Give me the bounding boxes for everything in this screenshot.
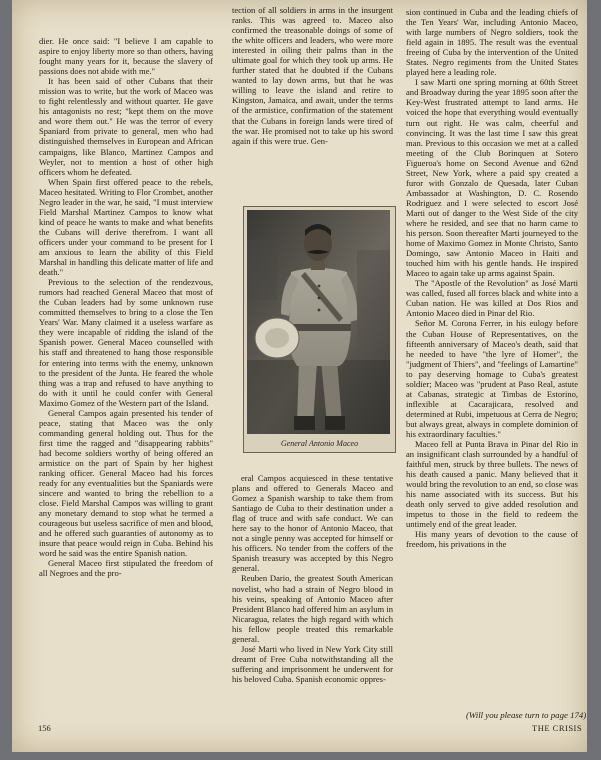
paragraph: Maceo fell at Punta Brava in Pinar del Rio in an insignificant clash surrounded by a handful of faithful men, struck by three bullets. The news of his death caused a panic. Many believed that it would bring the revolution to an end, so close was his name associated with its success. But his death only served to give added resolution and impetus to those in the field to redeem the untimely end of the great leader. — [406, 439, 578, 530]
photo-caption: General Antonio Maceo — [280, 439, 359, 448]
paragraph: His many years of devotion to the cause of freedom, his privations in the — [406, 529, 578, 550]
paragraph: sion continued in Cuba and the leading chiefs of the Ten Years' War, including Antonio Maceo, with large numbers of Negro soldiers, took the field again in 1895. The result was the eventual freeing of Cuba by the intervention of the United States. Negro regiments from the United States played here a leading role. — [406, 7, 578, 78]
paragraph: When Spain first offered peace to the rebels, Maceo hesitated. Writing to Flor Crombet, another Negro leader in the war, he said, "I must interview Field Marshal Martinez Campos to know what kind of peace he wants to make and what benefits the Cubans will derive therefrom. I want all officers under your command to be present for I am anxious to learn the ability of this Field Marshal in handling this delicate matter of life and death." — [39, 176, 213, 278]
paragraph: dier. He once said: "I believe I am capable to aspire to enjoy liberty more so than others, having fought many years for it, because the slavery of passions does not abide with me." — [39, 36, 213, 77]
text-column-2-top — [232, 5, 393, 146]
paragraph: Previous to the selection of the rendezvous, rumors had reached General Maceo that most of the Cuban leaders had by some unknown ruse committed themselves to bring to a close the Ten Years' War. Many claimed it a useless warfare as they were incapable of ridding the island of the Spanish power. General Maceo counselled with his staff and threatened to hang those responsible for entering into terms with the enemy, unknown to the president of the Junta. He feared the whole thing was a trap and refused to have anything to do with it until he could confer with General Maximo Gomez of the Western part of the Island. — [39, 277, 213, 408]
portrait-image — [247, 210, 390, 434]
paragraph: I saw Marti one spring morning at 60th Street and Broadway during the year 1895 soon after the Key-West frustrated attempt to land arms. He voiced the hope that everything would eventually turn out right. He was calm, cheerful and convincing. It was the last time I saw this great man. Previous to this occasion we met at a called meeting of the Club Borinquen at Sotero Figueroa's home on Second Avenue and 62nd Street, New York, where a paid spy created a furor with Gonzalo de Quesada, later Cuban Ambassador at Washington, D. C. Rosendo Rodriguez and I were selected to escort José Marti out of danger to the West Side of the city where he resided, and see that no harm came to his person. Soon thereafter Marti journeyed to the home of Maximo Gomez in Monte Christo, Santo Domingo, saw Antonio Maceo in Haiti and touched him with his gentle hands. He inspired Maceo to again take up arms against Spain. — [406, 77, 578, 279]
paragraph: Reuben Dario, the greatest South American novelist, who had a strain of Negro blood in his veins, speaking of Antonio Maceo after President Blanco had offered him an asylum in Nicaragua, relates the high regard with which his fellow people treated this remarkable general. — [232, 573, 393, 644]
continued-note — [466, 710, 586, 720]
paragraph: General Maceo first stipulated the freedom of all Negroes and the pro- — [39, 558, 213, 579]
paragraph: It has been said of other Cubans that their mission was to write, but the work of Maceo was to fight relentlessly and without quarter. He gave his antagonists no rest; "kept them on the move and wore them out." He was the terror of every Spaniard from private to general, men who had distinguished themselves in European and African campaigns, like Blanco, Martinez Campos and Weyler, not to mention a host of other high officers whom he defeated. — [39, 76, 213, 177]
paragraph: The "Apostle of the Revolution" as José Marti was called, fused all forces black and white into a Cuban nation. He was killed at Dos Rios and Antonio Maceo died in Pinar del Rio. — [406, 278, 578, 319]
continued-text: (Will you please turn to page 174) — [466, 710, 587, 720]
magazine-page — [12, 0, 587, 752]
paragraph: tection of all soldiers in arms in the insurgent ranks. This was agreed to. Maceo also confirmed the treasonable doings of some of the white officers and leaders, who were more interested in oiling their palms than in the ultimate goal for which they took up arms. He further stated that he doubted if the Cubans wanted to lay down arms, but that he was willing to leave the island and retire to Kingston, Jamaica, and await, under the terms of the armistice, confirmation of the statement that the Cubans in foreign lands were tired of the war. He promised not to take up his sword again if this were true. Gen- — [232, 5, 393, 146]
text-column-3 — [406, 7, 578, 550]
paragraph: eral Campos acquiesced in these tentative plans and offered to Generals Maceo and Gomez a Spanish warship to take them from Santiago de Cuba to their destination under a flag of truce and with safe conduct. We can here say to the honor of Antonio Maceo, that not a single penny was accepted for himself or his officers. No tender from the coffers of the Spanish treasury was accepted by this Negro general. — [232, 473, 393, 574]
page-number: 156 — [38, 723, 51, 733]
paragraph: José Marti who lived in New York City still dreamt of Free Cuba notwithstanding all the suffering and imprisonment he underwent for his beloved Cuba. Spanish economic oppres- — [232, 643, 393, 684]
text-column-1 — [39, 36, 213, 579]
paragraph: Señor M. Corona Ferrer, in his eulogy before the Cuban House of Representatives, on the fifteenth anniversary of Maceo's death, said that he needed to have "the lyre of Homer", the "judgment of Thiers", and "feelings of Lamartine" to pay deserving homage to Cuba's greatest soldier; Maceo was "prudent at Paso Real, astute at Cabanas, strategic at Timbas de Estorino, inflexible at Cacarajicara, resolved and determined at Rubi, impetuous at Cerra de Negro; but always great, always in complete dominion of his extraordinary faculties." — [406, 318, 578, 439]
text-column-2-bottom — [232, 473, 393, 684]
portrait-photo — [243, 206, 396, 453]
magazine-name: THE CRISIS — [532, 723, 583, 733]
paragraph: General Campos again presented his tender of peace, stating that Maceo was the only commanding general holding out. Thus for the first time the ragged and "disappearing rabbits" had become soldiers worthy of being offered an armistice on the part of Spain by her highest ranking officer. General Maceo had his forces ready for any eventualities but the Spaniards were sincere and wanted to bring the rebellion to a close. Field Marshal Campos was willing to grant any monetary demand to stop what he termed a courageous but useless sacrifice of men and blood, and he offered such guaranties of autonomy as to insure that peace would reign in Cuba. Behind his word he said was the entire Spanish nation. — [39, 407, 213, 559]
